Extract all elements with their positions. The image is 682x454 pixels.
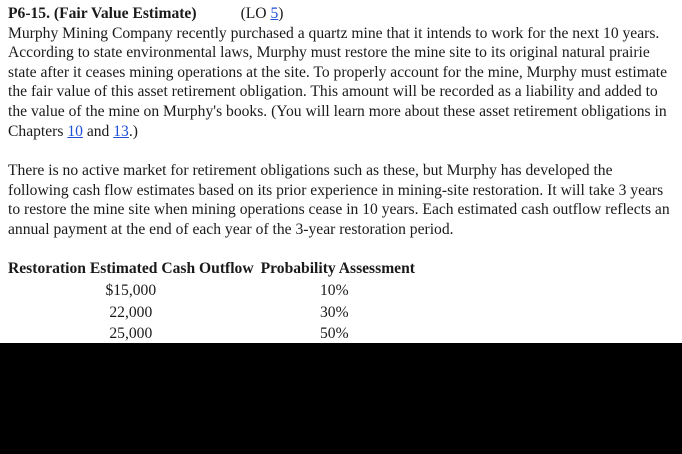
- paragraph-cash-flow: There is no active market for retirement obligations such as these, but Murphy has developed the following cash flow estimates based on its prior experience in mining-site restoration. It will take 3 years to restore the mine site when mining operations cease in 10 years. Each estimated cash outflow reflects an annual payment at the end of each year of the 3-year restoration period.: [8, 162, 670, 238]
- probability-cell: 50%: [320, 325, 349, 342]
- table-row: [8, 302, 415, 324]
- chapter-10-link[interactable]: 10: [67, 122, 83, 140]
- paragraph-intro-text: Murphy Mining Company recently purchased a quartz mine that it intends to work for the next 10 years. According to state environmental laws, Murphy must restore the mine site to its original natural prairie state after it ceases mining operations at the site. To properly account for the mine, Murphy must estimate the fair value of this asset retirement obligation. This amount will be recorded as a liability and added to the value of the mine on Murphy's books. (You will learn more about these asset retirement obligations in Chapters: [8, 24, 668, 140]
- problem-title: P6-15. (Fair Value Estimate): [8, 5, 197, 22]
- header-probability: Probability Assessment: [260, 260, 415, 277]
- lo-link[interactable]: 5: [270, 5, 279, 22]
- cash-outflow-cell: 25,000: [109, 325, 153, 342]
- header-cash-outflow: Restoration Estimated Cash Outflow: [8, 260, 254, 277]
- paragraph-intro-ending: .): [128, 122, 138, 140]
- table-header-row: [8, 258, 415, 280]
- table-row: [8, 323, 415, 345]
- table-row: [8, 280, 415, 302]
- chapter-13-link[interactable]: 13: [113, 122, 129, 140]
- paragraph-intro-and: and: [82, 122, 114, 140]
- probability-cell: 10%: [320, 282, 349, 299]
- cash-outflow-cell: 22,000: [109, 303, 153, 321]
- learning-objective-ref: [241, 5, 284, 22]
- problem-heading: [8, 4, 674, 24]
- lo-suffix: ): [278, 5, 284, 22]
- probability-cell: 30%: [320, 303, 349, 321]
- paragraph-intro: [8, 24, 674, 142]
- cash-outflow-cell: $15,000: [105, 282, 157, 299]
- lo-prefix: (LO: [240, 5, 271, 22]
- cash-flow-estimates-table: [8, 258, 415, 345]
- cropped-black-area: [0, 343, 682, 454]
- problem-document: [8, 4, 674, 240]
